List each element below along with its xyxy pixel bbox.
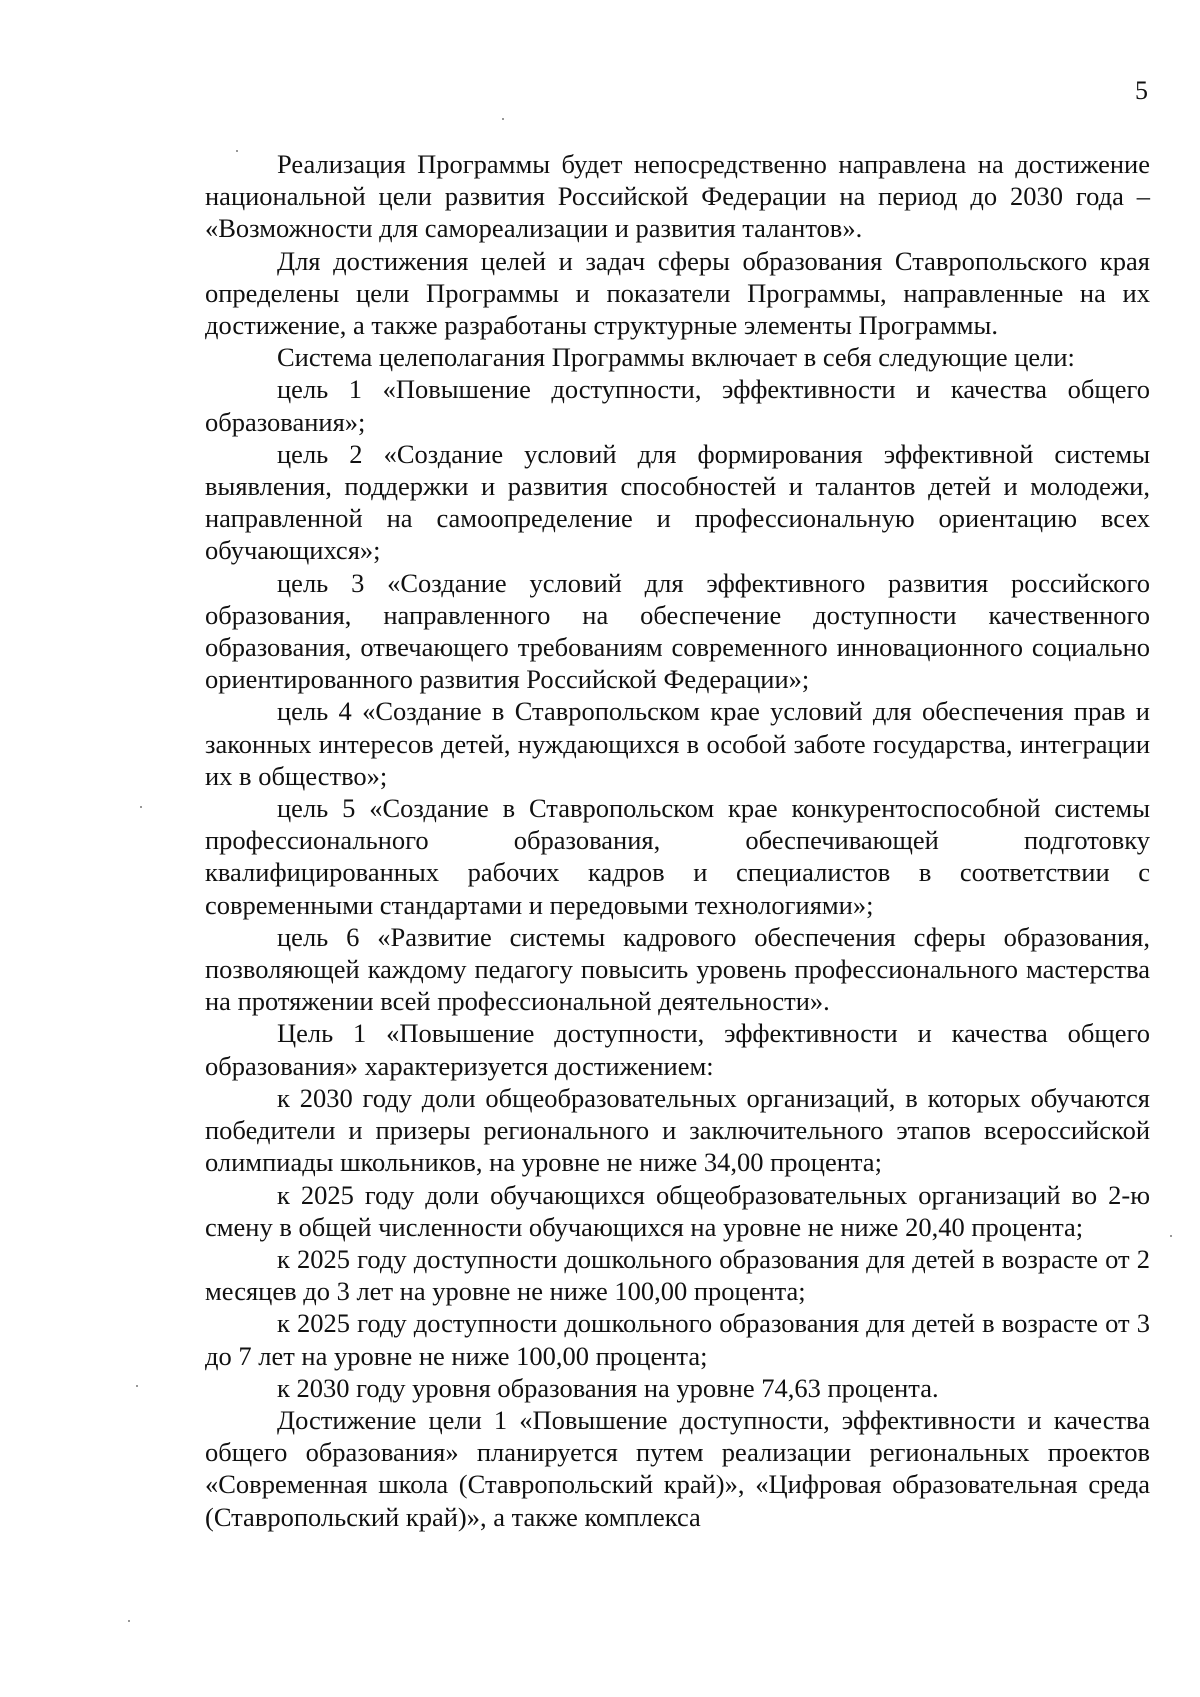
paragraph: цель 1 «Повышение доступности, эффективности и качества общего образования»; [205, 374, 1150, 437]
scan-speck [1170, 1235, 1172, 1237]
paragraph: к 2025 году доступности дошкольного образования для детей в возрасте от 3 до 7 лет на уровне не ниже 100,00 процента; [205, 1308, 1150, 1371]
document-body [205, 148, 1150, 1533]
paragraph: к 2025 году доступности дошкольного образования для детей в возрасте от 2 месяцев до 3 лет на уровне не ниже 100,00 процента; [205, 1243, 1150, 1307]
paragraph: к 2030 году уровня образования на уровне 74,63 процента. [277, 1372, 939, 1403]
scan-speck [136, 1385, 138, 1387]
scan-speck [502, 118, 504, 120]
paragraph: цель 5 «Создание в Ставропольском крае конкурентоспособной системы профессионального образования, обеспечивающей подготовку квалифицированных рабочих кадров и специалистов в соответствии с современными стандартами и передовыми технологиями»; [205, 793, 1150, 920]
paragraph: к 2025 году доли обучающихся общеобразовательных организаций во 2-ю смену в общей численности обучающихся на уровне не ниже 20,40 процента; [205, 1179, 1150, 1242]
paragraph: Система целеполагания Программы включает в себя следующие цели: [277, 342, 1075, 373]
paragraph: Для достижения целей и задач сферы образования Ставропольского края определены цели Программы и показатели Программы, направленные на их достижение, а также разработаны структурные элементы Программы. [205, 245, 1150, 341]
paragraph: цель 2 «Создание условий для формирования эффективной системы выявления, поддержки и развития способностей и талантов детей и молодежи, направленной на самоопределение и профессиональную ориентацию всех обучающихся»; [205, 438, 1150, 566]
paragraph: цель 4 «Создание в Ставропольском крае условий для обеспечения прав и законных интересов детей, нуждающихся в особой заботе государства, интеграции их в общество»; [205, 696, 1150, 791]
scan-speck [140, 806, 142, 808]
scan-speck [128, 1620, 130, 1622]
paragraph: к 2030 году доли общеобразовательных организаций, в которых обучаются победители и призеры регионального и заключительного этапов всероссийской олимпиады школьников, на уровне не ниже 34,00 процента; [205, 1082, 1150, 1178]
paragraph: Реализация Программы будет непосредственно направлена на достижение национальной цели развития Российской Федерации на период до 2030 года – «Возможности для самореализации и развития талантов». [205, 149, 1150, 244]
paragraph: цель 3 «Создание условий для эффективного развития российского образования, направленного на обеспечение доступности качественного образования, отвечающего требованиям современного инновационного социально ориентированного развития Российской Федерации»; [205, 567, 1150, 695]
page-number: 5 [1135, 76, 1148, 105]
paragraph: Цель 1 «Повышение доступности, эффективности и качества общего образования» характеризуется достижением: [205, 1018, 1150, 1081]
paragraph: цель 6 «Развитие системы кадрового обеспечения сферы образования, позволяющей каждому педагогу повысить уровень профессионального мастерства на протяжении всей профессиональной деятельности». [205, 921, 1150, 1017]
scan-speck [236, 150, 238, 152]
paragraph: Достижение цели 1 «Повышение доступности, эффективности и качества общего образования» планируется путем реализации региональных проектов «Современная школа (Ставропольский край)», «Цифровая образовательная среда (Ставропольский край)», а также комплекса [205, 1404, 1150, 1532]
